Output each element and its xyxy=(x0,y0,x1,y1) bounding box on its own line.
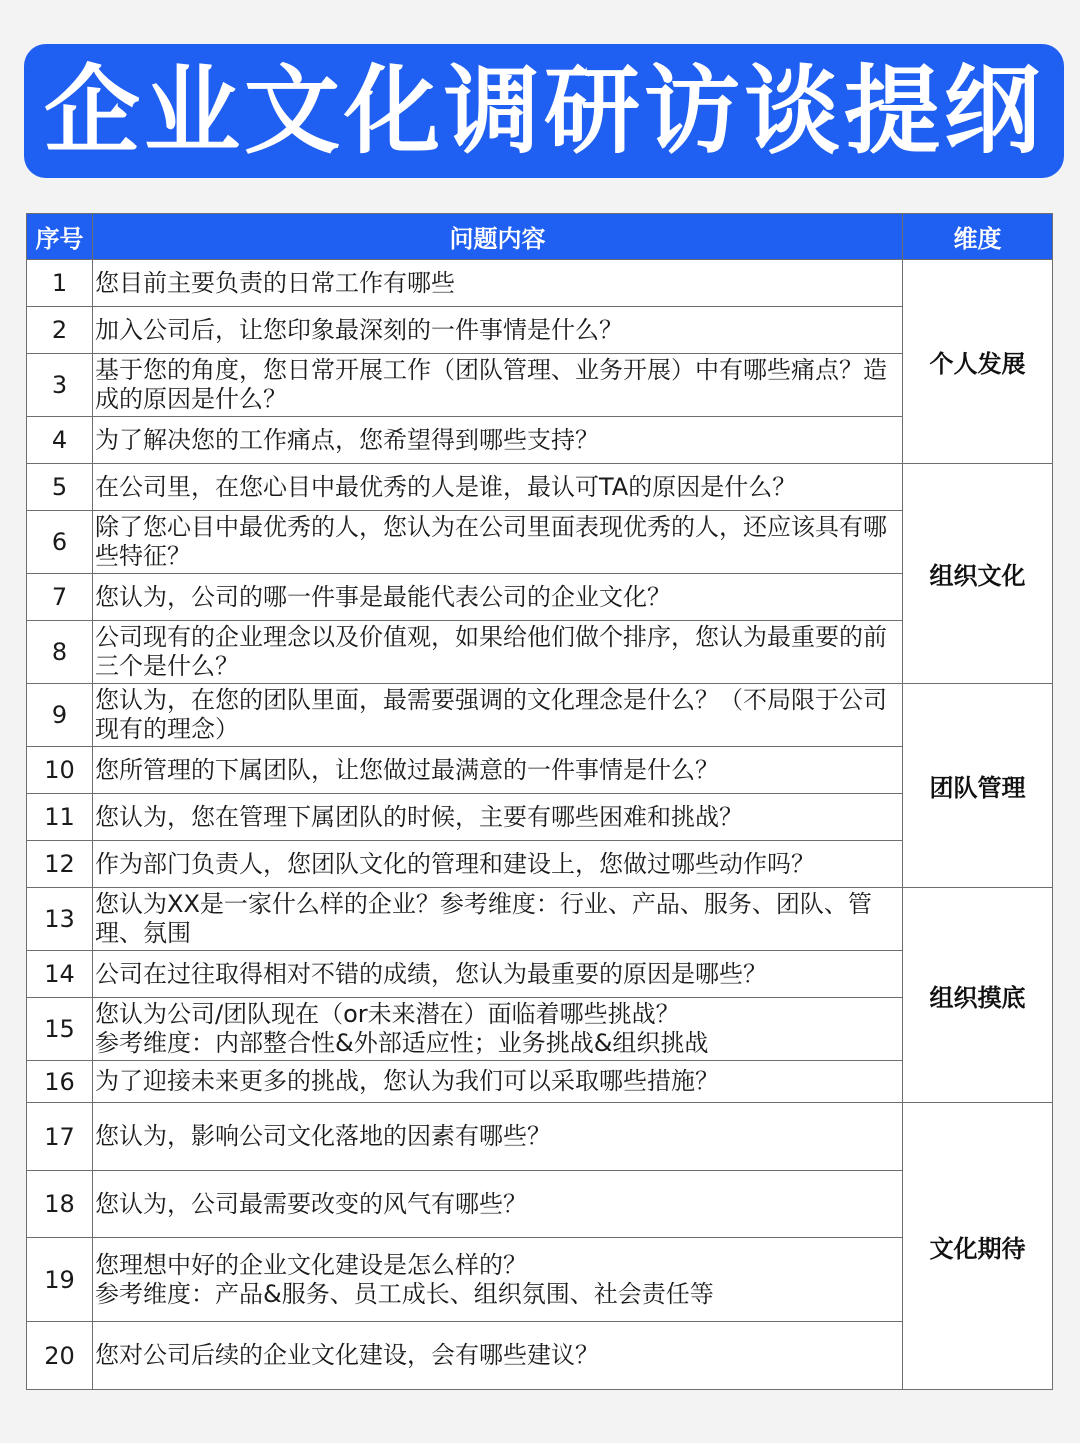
question-cell: 加入公司后，让您印象最深刻的一件事情是什么？ xyxy=(93,307,903,354)
question-cell: 为了解决您的工作痛点，您希望得到哪些支持？ xyxy=(93,417,903,464)
question-cell: 您理想中好的企业文化建设是怎么样的？ 参考维度：产品&服务、员工成长、组织氛围、社会责任等 xyxy=(93,1238,903,1322)
dimension-organizational-culture: 组织文化 xyxy=(903,464,1053,684)
header-index: 序号 xyxy=(27,214,93,260)
question-cell: 您认为，公司最需要改变的风气有哪些？ xyxy=(93,1171,903,1238)
title-banner xyxy=(24,44,1064,178)
header-question: 问题内容 xyxy=(93,214,903,260)
row-number: 12 xyxy=(27,841,93,888)
row-number: 10 xyxy=(27,747,93,794)
row-number: 5 xyxy=(27,464,93,511)
row-number: 3 xyxy=(27,354,93,417)
dimension-organization-survey: 组织摸底 xyxy=(903,888,1053,1103)
question-cell: 基于您的角度，您日常开展工作（团队管理、业务开展）中有哪些痛点？造成的原因是什么？ xyxy=(93,354,903,417)
question-cell: 您认为公司/团队现在（or未来潜在）面临着哪些挑战？ 参考维度：内部整合性&外部适应性；业务挑战&组织挑战 xyxy=(93,998,903,1061)
question-cell: 您认为，公司的哪一件事是最能代表公司的企业文化？ xyxy=(93,574,903,621)
dimension-culture-expectation: 文化期待 xyxy=(903,1103,1053,1390)
dimension-personal-development: 个人发展 xyxy=(903,260,1053,464)
row-number: 14 xyxy=(27,951,93,998)
question-cell: 公司现有的企业理念以及价值观，如果给他们做个排序，您认为最重要的前三个是什么？ xyxy=(93,621,903,684)
interview-outline-table xyxy=(26,213,1053,1390)
question-cell: 除了您心目中最优秀的人，您认为在公司里面表现优秀的人，还应该具有哪些特征？ xyxy=(93,511,903,574)
row-number: 6 xyxy=(27,511,93,574)
question-cell: 您对公司后续的企业文化建设，会有哪些建议？ xyxy=(93,1322,903,1390)
row-number: 7 xyxy=(27,574,93,621)
row-number: 9 xyxy=(27,684,93,747)
question-cell: 您认为XX是一家什么样的企业？参考维度：行业、产品、服务、团队、管理、氛围 xyxy=(93,888,903,951)
question-cell: 为了迎接未来更多的挑战，您认为我们可以采取哪些措施？ xyxy=(93,1061,903,1103)
row-number: 13 xyxy=(27,888,93,951)
row-number: 11 xyxy=(27,794,93,841)
row-number: 18 xyxy=(27,1171,93,1238)
question-cell: 您所管理的下属团队，让您做过最满意的一件事情是什么？ xyxy=(93,747,903,794)
row-number: 4 xyxy=(27,417,93,464)
row-number: 19 xyxy=(27,1238,93,1322)
header-dimension: 维度 xyxy=(903,214,1053,260)
row-number: 2 xyxy=(27,307,93,354)
row-number: 1 xyxy=(27,260,93,307)
question-cell: 作为部门负责人，您团队文化的管理和建设上，您做过哪些动作吗？ xyxy=(93,841,903,888)
question-cell: 公司在过往取得相对不错的成绩，您认为最重要的原因是哪些？ xyxy=(93,951,903,998)
row-number: 17 xyxy=(27,1103,93,1171)
page-title: 企业文化调研访谈提纲 xyxy=(44,55,1044,167)
question-cell: 您认为，在您的团队里面，最需要强调的文化理念是什么？（不局限于公司现有的理念） xyxy=(93,684,903,747)
row-number: 8 xyxy=(27,621,93,684)
question-cell: 您认为，影响公司文化落地的因素有哪些？ xyxy=(93,1103,903,1171)
question-cell: 您目前主要负责的日常工作有哪些 xyxy=(93,260,903,307)
row-number: 20 xyxy=(27,1322,93,1390)
question-cell: 在公司里，在您心目中最优秀的人是谁，最认可TA的原因是什么？ xyxy=(93,464,903,511)
question-cell: 您认为，您在管理下属团队的时候，主要有哪些困难和挑战？ xyxy=(93,794,903,841)
row-number: 16 xyxy=(27,1061,93,1103)
row-number: 15 xyxy=(27,998,93,1061)
dimension-team-management: 团队管理 xyxy=(903,684,1053,888)
